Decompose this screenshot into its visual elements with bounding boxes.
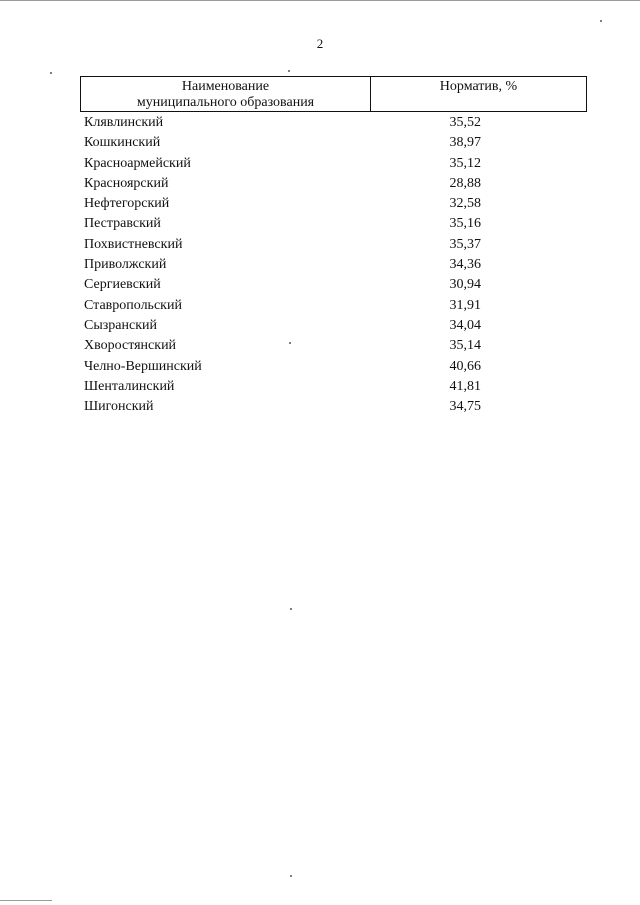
table-row	[84, 133, 564, 153]
norm-value: 28,88	[449, 175, 481, 191]
norm-value: 34,75	[449, 399, 481, 415]
scan-speck	[288, 70, 290, 72]
municipality-name: Челно-Вершинский	[84, 358, 202, 374]
norm-value: 34,36	[449, 257, 481, 273]
norm-value: 30,94	[449, 277, 481, 293]
table-row	[84, 194, 564, 214]
table-row	[84, 174, 564, 194]
norm-value: 35,16	[449, 216, 481, 232]
table-row	[84, 316, 564, 336]
scan-speck	[600, 20, 602, 22]
header-municipality	[81, 77, 371, 112]
header-norm: Норматив, %	[371, 77, 587, 112]
scan-speck	[290, 875, 292, 877]
table-row	[84, 275, 564, 295]
municipality-name: Кошкинский	[84, 135, 161, 151]
table-row	[84, 214, 564, 234]
municipality-name: Шигонский	[84, 399, 154, 415]
table-row	[84, 357, 564, 377]
table-row	[84, 154, 564, 174]
municipality-name: Красноармейский	[84, 155, 191, 171]
norm-value: 32,58	[449, 196, 481, 212]
table-row	[84, 255, 564, 275]
norm-value: 35,12	[449, 155, 481, 171]
municipality-name: Пестравский	[84, 216, 161, 232]
scan-bottom-edge	[0, 900, 52, 901]
municipality-name: Приволжский	[84, 257, 167, 273]
norm-value: 31,91	[449, 297, 481, 313]
norm-value: 35,14	[449, 338, 481, 354]
municipality-name: Клявлинский	[84, 115, 164, 130]
table-header	[80, 76, 587, 112]
table-row	[84, 296, 564, 316]
norm-value: 35,52	[449, 115, 481, 130]
table-row	[84, 113, 564, 133]
table-row	[84, 377, 564, 397]
table-body	[84, 113, 564, 417]
header-municipality-line1: Наименование	[181, 79, 270, 94]
municipality-name: Сергиевский	[84, 277, 161, 293]
municipality-name: Похвистневский	[84, 236, 183, 252]
norm-value: 35,37	[449, 236, 481, 252]
norm-value: 40,66	[449, 358, 481, 374]
scan-top-edge	[0, 0, 640, 1]
scan-speck	[50, 72, 52, 74]
municipality-name: Ставропольский	[84, 297, 182, 313]
header-municipality-line2: муниципального образования	[136, 95, 315, 110]
norm-value: 41,81	[449, 378, 481, 394]
municipality-name: Хворостянский	[84, 338, 177, 354]
scan-speck	[289, 342, 291, 344]
municipality-name: Сызранский	[84, 317, 157, 333]
municipality-name: Шенталинский	[84, 378, 175, 394]
municipality-name: Красноярский	[84, 175, 169, 191]
header-row	[81, 77, 587, 112]
table-row	[84, 336, 564, 356]
page-number: 2	[316, 36, 324, 51]
table-row	[84, 397, 564, 417]
table-row	[84, 235, 564, 255]
norm-value: 38,97	[449, 135, 481, 151]
municipality-name: Нефтегорский	[84, 196, 170, 212]
scan-speck	[290, 608, 292, 610]
norm-value: 34,04	[449, 317, 481, 333]
